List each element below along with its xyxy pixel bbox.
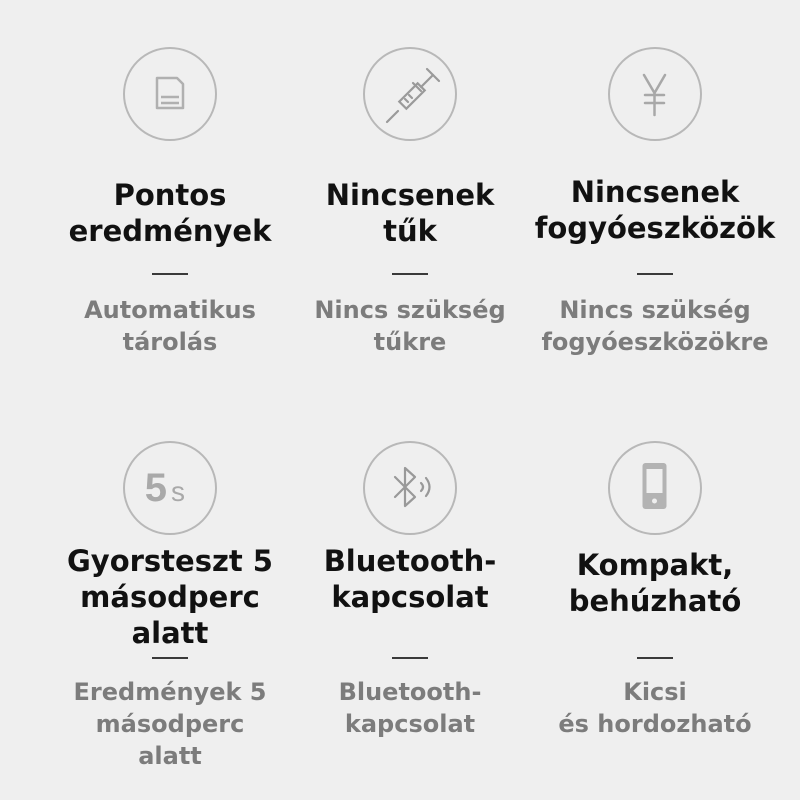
feature-subtitle: Nincs szükség fogyóeszközökre <box>541 296 769 356</box>
divider <box>637 657 673 659</box>
feature-title: Gyorsteszt 5 másodperc alatt <box>66 544 273 650</box>
divider <box>392 657 428 659</box>
feature-title: Nincsenek tűk <box>325 178 495 248</box>
feature-subtitle: Automatikus tárolás <box>84 296 256 356</box>
divider <box>152 273 188 275</box>
svg-text:5: 5 <box>144 466 167 510</box>
bluetooth-icon <box>363 441 457 535</box>
svg-text:s: s <box>171 476 185 507</box>
feature-title: Pontos eredmények <box>68 178 272 248</box>
divider <box>152 657 188 659</box>
syringe-icon <box>363 47 457 141</box>
sd-card-icon <box>123 47 217 141</box>
feature-subtitle: Kicsi és hordozható <box>558 678 752 738</box>
five-seconds-icon <box>123 441 217 535</box>
feature-title: Kompakt, behúzható <box>568 548 742 618</box>
feature-subtitle: Eredmények 5 másodperc alatt <box>73 678 267 770</box>
feature-title: Nincsenek fogyóeszközök <box>534 175 776 245</box>
feature-subtitle: Bluetooth- kapcsolat <box>338 678 482 738</box>
feature-subtitle: Nincs szükség tűkre <box>314 296 506 356</box>
feature-title: Bluetooth- kapcsolat <box>323 544 497 614</box>
phone-icon <box>608 441 702 535</box>
divider <box>637 273 673 275</box>
yen-icon <box>608 47 702 141</box>
divider <box>392 273 428 275</box>
